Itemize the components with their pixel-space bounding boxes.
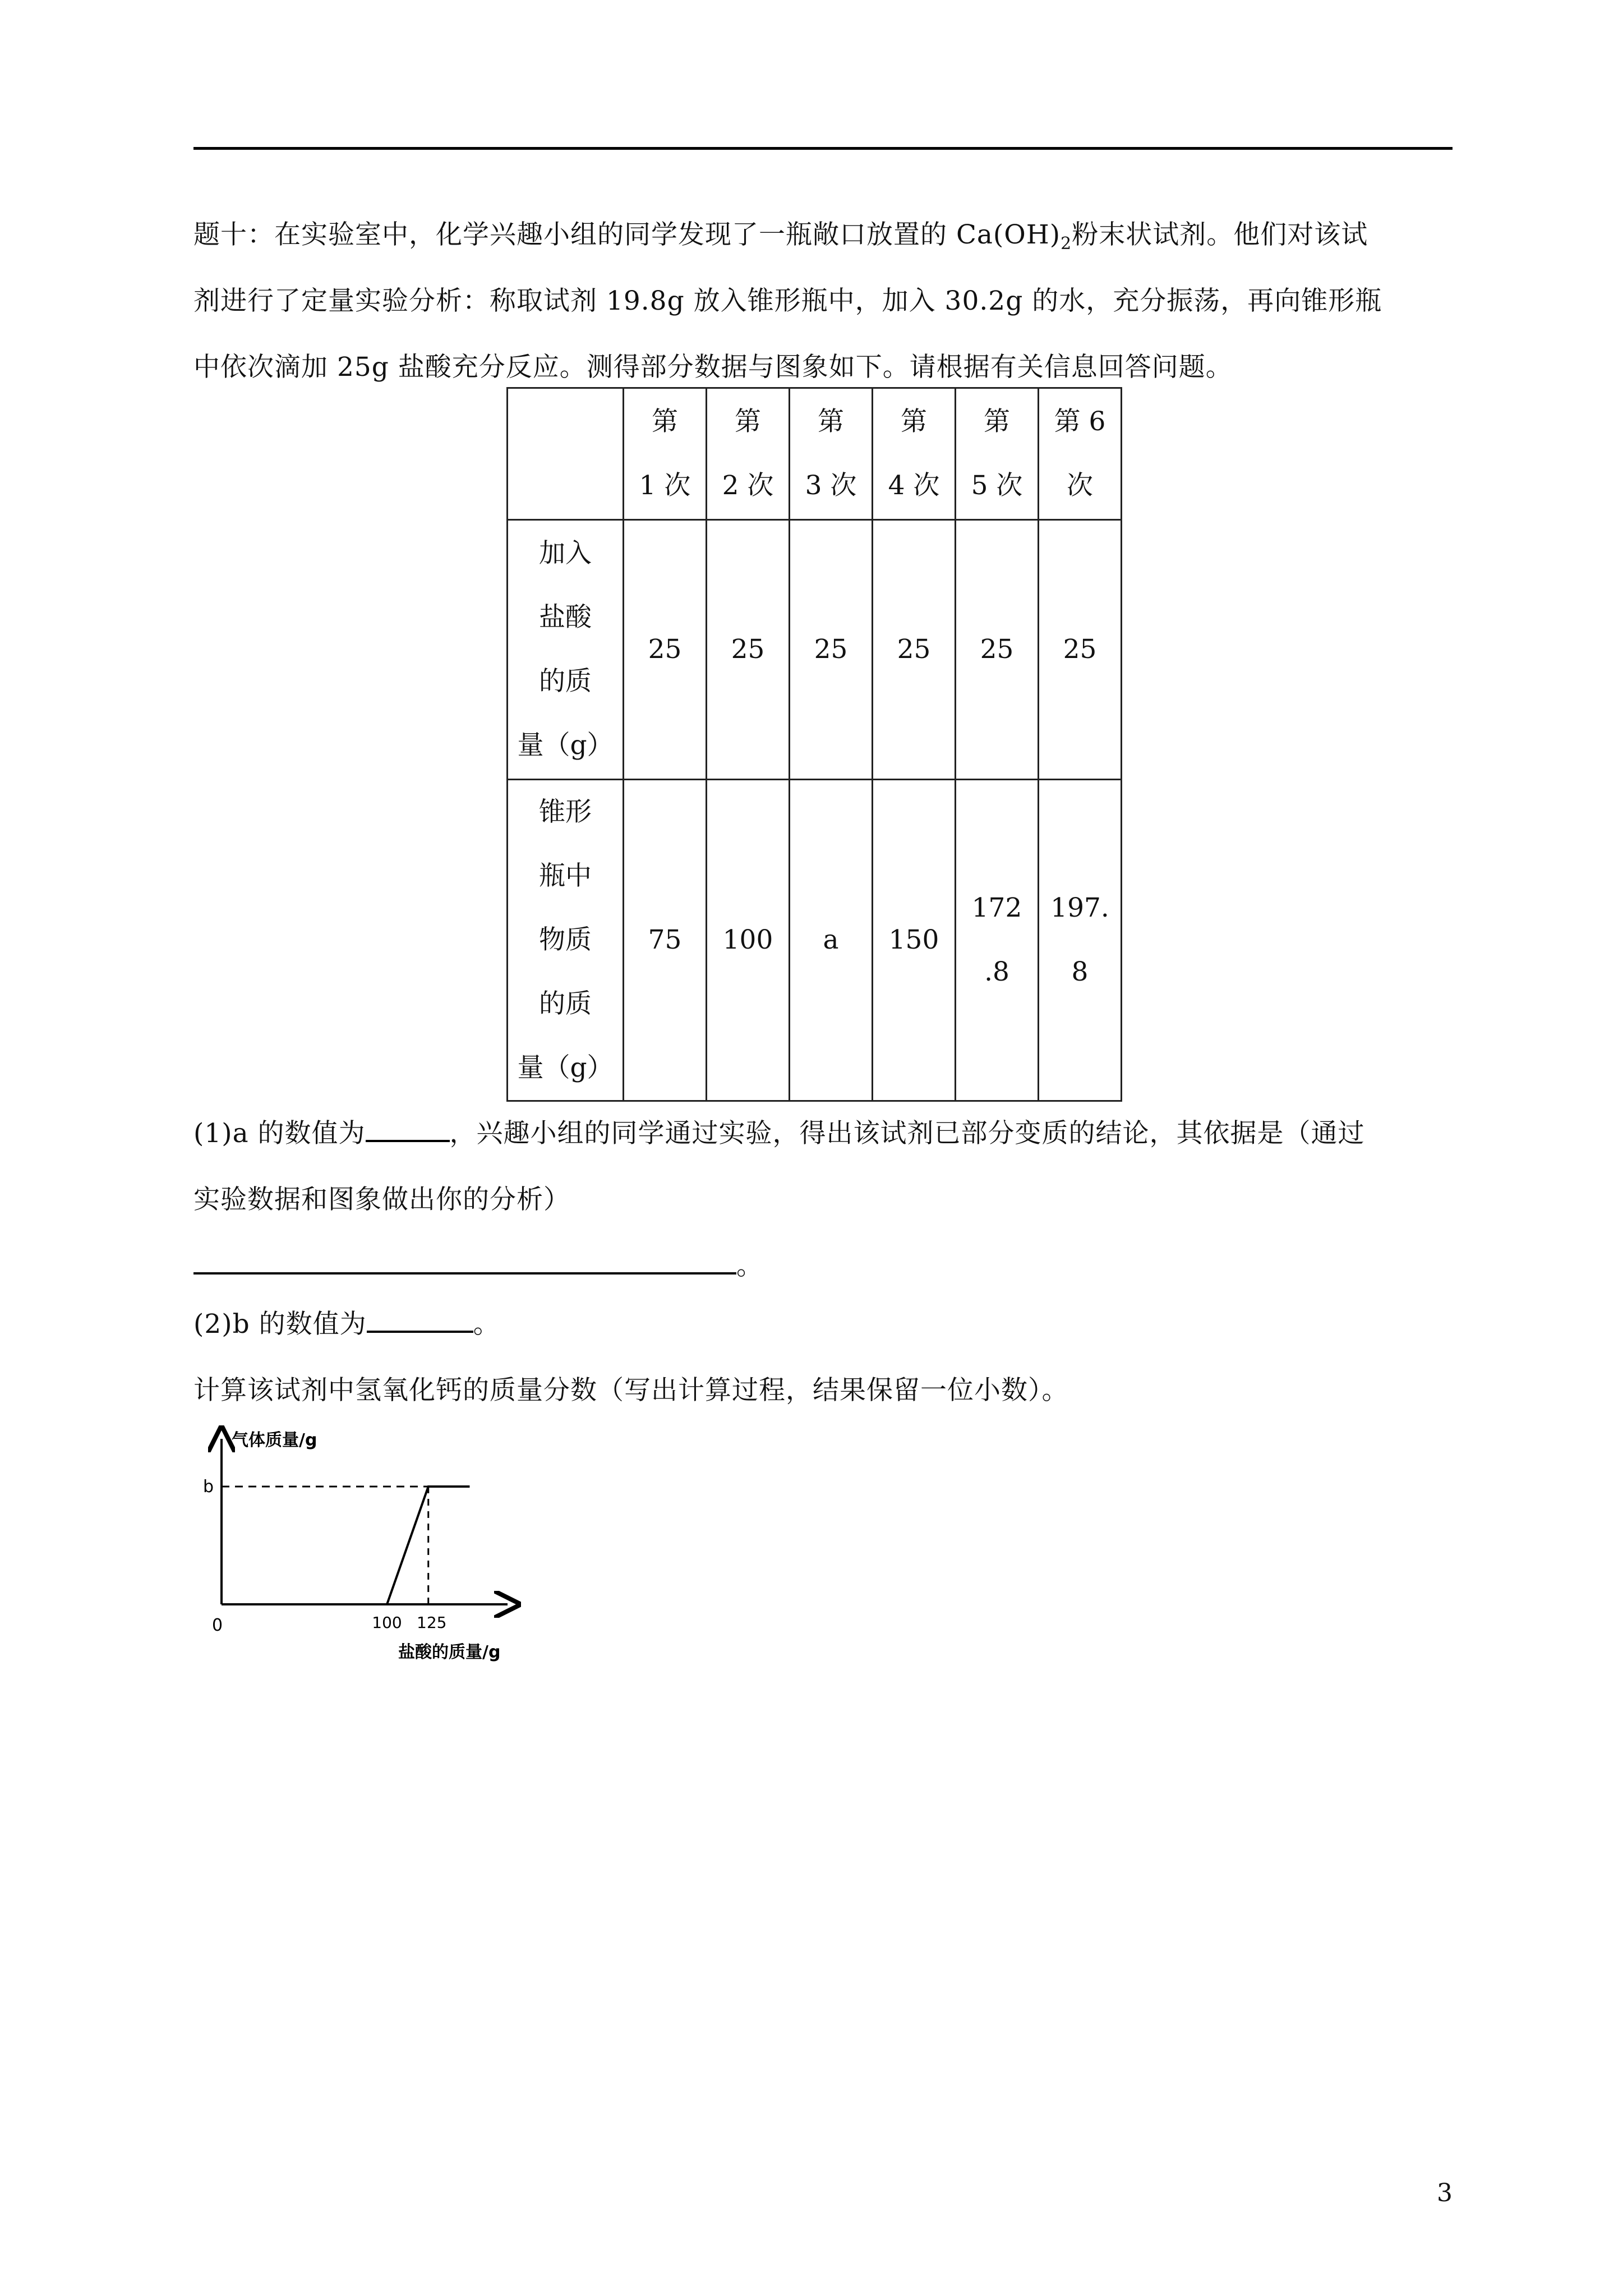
table-row-label: 加入 盐酸 的质 量（g） [508, 520, 624, 780]
gas-line [222, 1487, 470, 1604]
table-header-cell: 第 6 次 [1039, 388, 1122, 520]
table-cell: 100 [707, 780, 790, 1101]
data-table [506, 387, 1122, 1102]
x-axis-label: 盐酸的质量/g [398, 1642, 501, 1662]
intro-line-3: 中依次滴加 25g 盐酸充分反应。测得部分数据与图象如下。请根据有关信息回答问题。 [193, 352, 1233, 383]
table-header-cell: 第 4 次 [873, 388, 956, 520]
question-2: (2)b 的数值为 。 [193, 1291, 1453, 1358]
question-1 [193, 1101, 1453, 1299]
q1-line-2: 实验数据和图象做出你的分析） [193, 1184, 570, 1215]
q1-line-3: 。 [193, 1233, 1453, 1299]
header-rule [193, 147, 1453, 150]
origin-label: 0 [212, 1616, 223, 1635]
answer-blank-a[interactable] [366, 1108, 450, 1142]
answer-blank-b[interactable] [367, 1299, 473, 1333]
table-corner-cell [508, 388, 624, 520]
q1-line-1: (1)a 的数值为 ，兴趣小组的同学通过实验，得出该试剂已部分变质的结论，其依据是（通过 [193, 1101, 1453, 1167]
table-header-cell: 第 3 次 [790, 388, 873, 520]
subscript-2: 2 [1061, 234, 1072, 254]
table-cell: 25 [956, 520, 1039, 780]
table-cell: 25 [1039, 520, 1122, 780]
table-row-label: 锥形 瓶中 物质 的质 量（g） [508, 780, 624, 1101]
x-tick-label-125: 125 [417, 1613, 447, 1632]
table-cell: 150 [873, 780, 956, 1101]
intro-line-2: 剂进行了定量实验分析：称取试剂 19.8g 放入锥形瓶中，加入 30.2g 的水，充分振荡，再向锥形瓶 [193, 286, 1382, 316]
page-number: 3 [1437, 2179, 1453, 2207]
intro-line-1: 题十：在实验室中，化学兴趣小组的同学发现了一瓶敞口放置的 $Ca(OH)_2$粉末状试剂。他们对该试 [193, 219, 1368, 254]
x-tick-label-100: 100 [372, 1613, 402, 1632]
question-intro [193, 202, 1453, 401]
table-header-row [508, 388, 1122, 520]
table-row-mass [508, 780, 1122, 1101]
table-cell: a [790, 780, 873, 1101]
table-header-cell: 第 2 次 [707, 388, 790, 520]
table-cell: 75 [624, 780, 707, 1101]
table-cell: 25 [873, 520, 956, 780]
table-cell: 25 [707, 520, 790, 780]
y-axis-label: 气体质量/g [232, 1430, 317, 1450]
answer-blank-reason[interactable] [193, 1241, 736, 1274]
table-header-cell: 第 5 次 [956, 388, 1039, 520]
question-3: 计算该试剂中氢氧化钙的质量分数（写出计算过程，结果保留一位小数）。 [193, 1375, 1069, 1406]
gas-mass-chart [193, 1422, 541, 1680]
table-header-cell: 第 1 次 [624, 388, 707, 520]
table-cell: 172 .8 [956, 780, 1039, 1101]
table-cell: 25 [624, 520, 707, 780]
table-cell: 197. 8 [1039, 780, 1122, 1101]
y-tick-label-b: b [202, 1477, 214, 1497]
table-cell: 25 [790, 520, 873, 780]
table-row-hcl [508, 520, 1122, 780]
